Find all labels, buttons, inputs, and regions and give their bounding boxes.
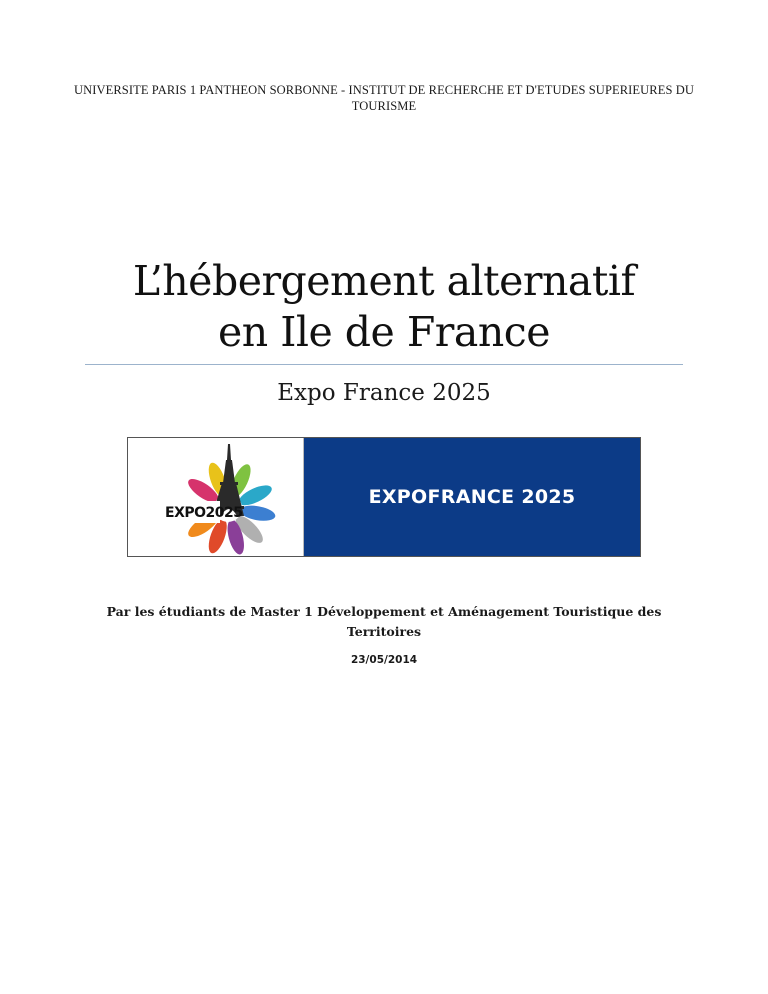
expo-banner-headline-panel bbox=[304, 438, 640, 556]
expo-logo-text: EXPO2025 bbox=[165, 505, 243, 521]
eiffel-tower-hands-logo-icon bbox=[128, 438, 304, 556]
institution-header: UNIVERSITE PARIS 1 PANTHEON SORBONNE - INSTITUT DE RECHERCHE ET D'ETUDES SUPERIEURES DU TOURISME bbox=[73, 83, 694, 113]
title-line-1: L’hébergement alternatif bbox=[132, 257, 636, 305]
expo-banner-headline: EXPOFRANCE 2025 bbox=[368, 486, 576, 508]
expo-banner bbox=[127, 437, 641, 557]
expo-logo bbox=[128, 438, 304, 556]
document-title bbox=[60, 256, 708, 358]
authors-line: Par les étudiants de Master 1 Développement et Aménagement Touristique des Territoires bbox=[106, 604, 662, 639]
title-divider bbox=[85, 364, 683, 365]
document-date: 23/05/2014 bbox=[350, 654, 418, 666]
document-subtitle: Expo France 2025 bbox=[277, 380, 491, 406]
title-line-2: en Ile de France bbox=[218, 308, 550, 356]
